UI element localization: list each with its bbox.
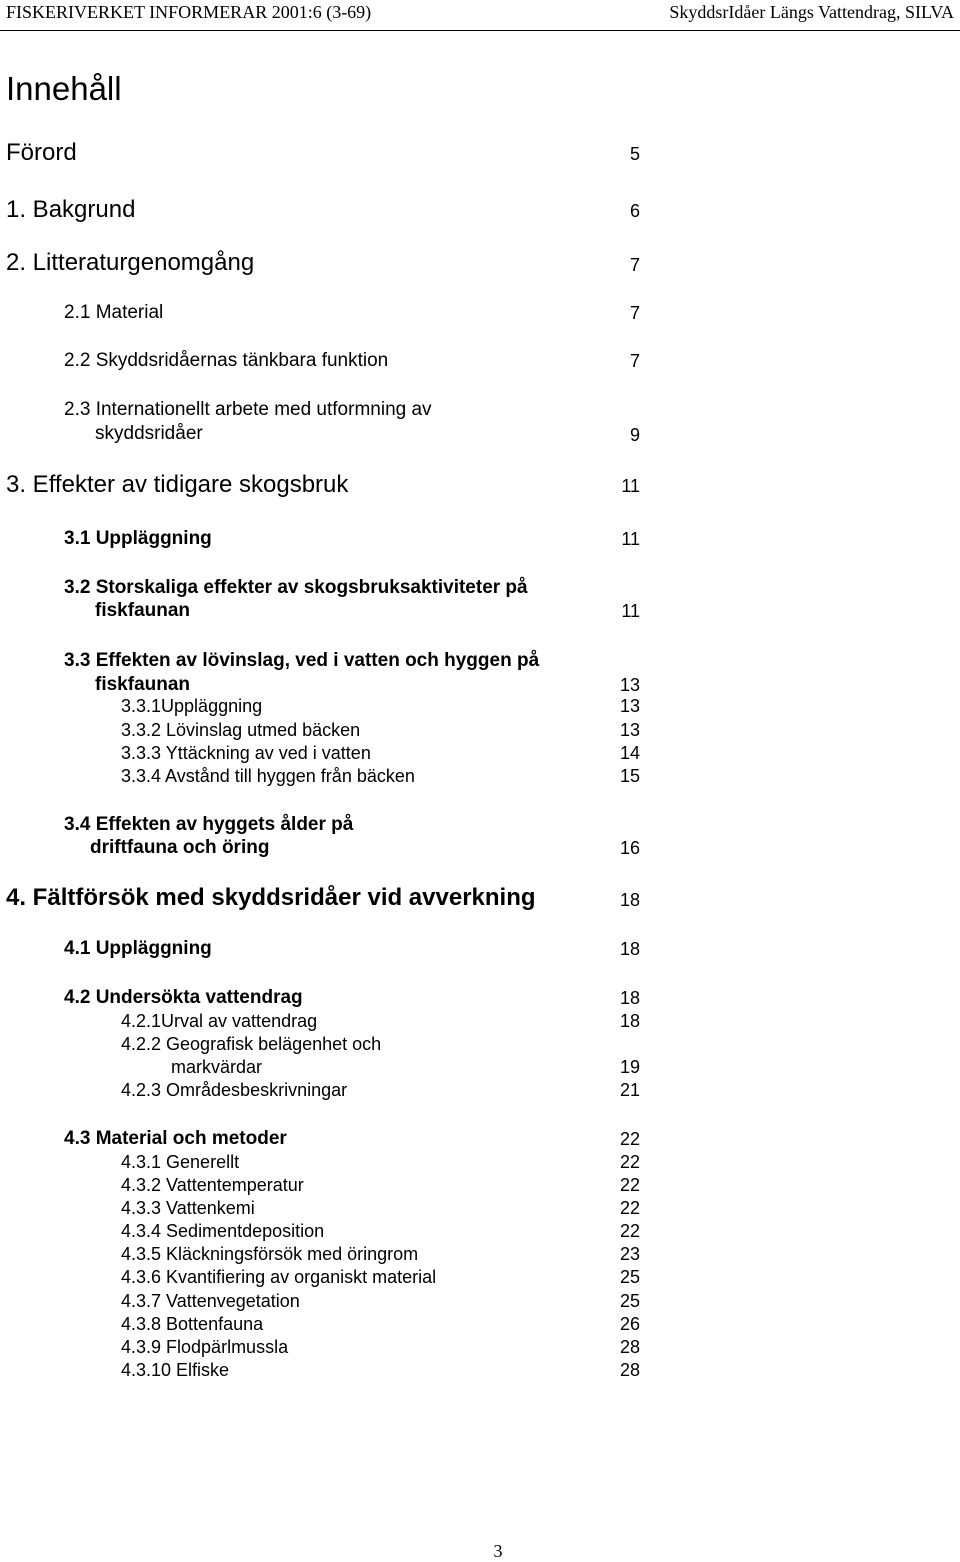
header-publication: FISKERIVERKET INFORMERAR 2001:6 (3-69) (6, 2, 372, 22)
toc-entry-text: 4.3.3 Vattenkemi (121, 1198, 255, 1218)
toc-entry-page: 15 (619, 766, 640, 786)
toc-entry-page: 22 (619, 1221, 640, 1241)
toc-entry-page: 7 (629, 351, 640, 371)
toc-entry-text: 4.3.7 Vattenvegetation (121, 1291, 300, 1311)
toc-entry-text: 4.3 Material och metoder (64, 1128, 287, 1149)
toc-entry-page: 5 (629, 144, 640, 164)
toc-entry-text: 4.2.2 Geografisk belägenhet och (121, 1034, 382, 1054)
toc-entry-text: 3.3.4 Avstånd till hyggen från bäcken (121, 766, 415, 786)
toc-entry-page: 7 (629, 255, 640, 275)
toc-entry-text: markvärdar (171, 1057, 263, 1077)
toc-entry-page: 28 (619, 1360, 640, 1380)
toc-entry-text: 2.1 Material (64, 302, 164, 323)
toc-entry-text: 4.3.10 Elfiske (121, 1360, 230, 1380)
toc-entry-page: 22 (619, 1198, 640, 1218)
header-report-title: SkyddsrIdåer Längs Vattendrag, SILVA (669, 2, 954, 22)
toc-entry-page: 25 (619, 1291, 640, 1311)
toc-entry-page: 6 (629, 201, 640, 221)
toc-entry-page: 25 (619, 1267, 640, 1287)
toc-entry-text: 4.3.2 Vattentemperatur (121, 1175, 304, 1195)
toc-entry-page: 18 (619, 988, 640, 1008)
toc-entry-text: 4.3.4 Sedimentdeposition (121, 1221, 325, 1241)
toc-entry-page: 13 (619, 696, 640, 716)
toc-entry-text: skyddsridåer (95, 423, 203, 444)
toc-entry-text: 2.2 Skyddsridåernas tänkbara funktion (64, 350, 389, 371)
toc-entry-text: 4. Fältförsök med skyddsridåer vid avverkning (6, 884, 536, 911)
toc-entry-text: 4.3.8 Bottenfauna (121, 1314, 264, 1334)
page-title: Innehåll (6, 70, 122, 107)
toc-entry-text: 2.3 Internationellt arbete med utformning av (64, 399, 432, 420)
toc-entry-text: 4.2 Undersökta vattendrag (64, 987, 303, 1008)
toc-entry-page: 21 (619, 1080, 640, 1100)
toc-entry-text: 3. Effekter av tidigare skogsbruk (6, 471, 349, 498)
toc-entry-text: 3.4 Effekten av hyggets ålder på (64, 814, 354, 835)
toc-entry-text: 4.3.6 Kvantifiering av organiskt material (121, 1267, 437, 1287)
toc-entry-text: 3.1 Uppläggning (64, 528, 212, 549)
toc-entry-page: 22 (619, 1175, 640, 1195)
toc-entry-text: 3.3.1Uppläggning (121, 696, 263, 716)
toc-entry-text: 4.1 Uppläggning (64, 938, 212, 959)
toc-entry-page: 7 (629, 303, 640, 323)
toc-entry-page: 22 (619, 1129, 640, 1149)
toc-entry-page: 18 (619, 1011, 640, 1031)
toc-entry-page: 13 (619, 675, 640, 695)
toc-entry-page: 13 (619, 720, 640, 740)
toc-entry-text: 4.3.9 Flodpärlmussla (121, 1337, 289, 1357)
toc-entry-page: 16 (619, 838, 640, 858)
toc-entry-text: 1. Bakgrund (6, 196, 136, 223)
toc-entry-page: 18 (619, 939, 640, 959)
toc-entry-text: fiskfaunan (95, 600, 191, 621)
toc-entry-text: 2. Litteraturgenomgång (6, 249, 255, 276)
toc-entry-page: 19 (619, 1057, 640, 1077)
toc-entry-page: 22 (619, 1152, 640, 1172)
toc-entry-text: 3.2 Storskaliga effekter av skogsbruksaktiviteter på (64, 577, 528, 598)
toc-entry-text: 3.3.3 Yttäckning av ved i vatten (121, 743, 371, 763)
toc-entry-page: 11 (621, 476, 640, 496)
toc-entry-text: 3.3.2 Lövinslag utmed bäcken (121, 720, 361, 740)
toc-entry-page: 23 (619, 1244, 640, 1264)
toc-entry-text: 3.3 Effekten av lövinslag, ved i vatten och hyggen på (64, 650, 540, 671)
running-header (0, 0, 960, 31)
toc-entry-page: 14 (619, 743, 640, 763)
toc-entry-text: 4.2.3 Områdesbeskrivningar (121, 1080, 348, 1100)
toc-entry-text: driftfauna och öring (90, 837, 270, 858)
toc-entry-page: 18 (619, 890, 640, 910)
toc-entry-text: fiskfaunan (95, 674, 191, 695)
toc-entry-page: 9 (629, 425, 640, 445)
toc-entry-text: Förord (6, 139, 77, 166)
toc-entry-text: 4.3.1 Generellt (121, 1152, 240, 1172)
toc-entry-page: 26 (619, 1314, 640, 1334)
toc-entry-page: 11 (621, 529, 640, 549)
toc-entry-text: 4.2.1Urval av vattendrag (121, 1011, 318, 1031)
page-number: 3 (493, 1541, 503, 1561)
toc-entry-page: 28 (619, 1337, 640, 1357)
toc-entry-text: 4.3.5 Kläckningsförsök med öringrom (121, 1244, 419, 1264)
toc-entry-page: 11 (621, 601, 640, 621)
